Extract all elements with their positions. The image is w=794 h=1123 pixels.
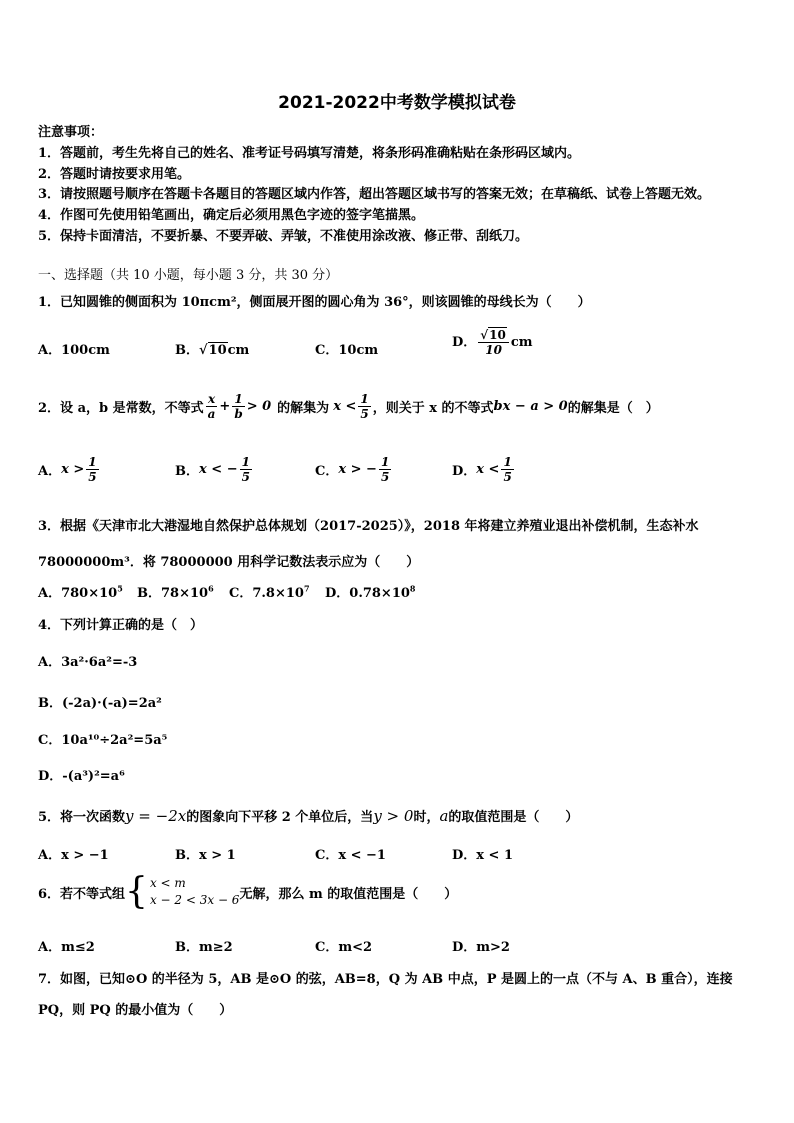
q6-option-c: C．m<2 <box>315 940 373 955</box>
fraction <box>379 455 391 484</box>
numerator: 1 <box>360 392 369 406</box>
denominator: 5 <box>241 470 250 484</box>
exponent: 5 <box>117 583 123 594</box>
unit: cm <box>227 343 250 358</box>
denominator: 5 <box>360 407 369 421</box>
q5-option-b: B．x > 1 <box>175 848 236 863</box>
option-label: D． <box>452 464 477 479</box>
q3-option-c <box>229 582 310 601</box>
question-5-stem <box>38 806 578 825</box>
relation: x > <box>61 462 85 477</box>
inequality: bx − a > 0 <box>493 399 568 414</box>
question-2-stem <box>38 392 659 421</box>
denominator: 10 <box>485 343 502 357</box>
q5-option-d: D．x < 1 <box>452 848 514 863</box>
notice-item: 2．答题时请按要求用笔。 <box>38 167 191 182</box>
stem-text: 6．若不等式组 <box>38 886 126 902</box>
q2-option-d <box>452 455 516 484</box>
brace-icon: { <box>125 871 148 912</box>
fraction-x-over-a <box>206 392 218 421</box>
relation: x < <box>476 462 500 477</box>
q1-option-a: A．100cm <box>38 343 110 358</box>
stem-text: 时， <box>413 810 440 825</box>
fraction <box>240 455 252 484</box>
numerator: x <box>207 392 216 406</box>
q6-option-b: B．m≥2 <box>175 940 233 955</box>
numerator: 1 <box>88 455 97 469</box>
notice-item: 1．答题前，考生先将自己的姓名、准考证号码填写清楚，将条形码准确粘贴在条形码区域内。 <box>38 146 581 161</box>
inequality-system <box>125 871 240 912</box>
notice-item: 4．作图可先使用铅笔画出，确定后必须用黑色字迹的签字笔描黑。 <box>38 208 425 223</box>
radicand: 10 <box>208 343 227 358</box>
option-label: B． <box>175 464 199 479</box>
numerator: 1 <box>380 455 390 469</box>
exponent: 8 <box>409 583 416 594</box>
option-text: D．0.78×10 <box>325 586 410 601</box>
stem-text: ，则关于 x 的不等式 <box>372 401 494 416</box>
question-6-stem <box>38 871 458 912</box>
numerator: 10 <box>489 328 506 342</box>
stem-text: 的取值范围是（ ） <box>448 810 579 825</box>
stem-text: 的图象向下平移 2 个单位后，当 <box>186 810 374 825</box>
option-text: B．78×10 <box>137 586 209 601</box>
question-4-stem: 4．下列计算正确的是（ ） <box>38 618 204 633</box>
q3-option-a <box>38 582 123 601</box>
relation: x > − <box>338 462 377 477</box>
fraction <box>501 455 513 484</box>
question-3-stem-line1: 3．根据《天津市北大港湿地自然保护总体规划（2017-2025）》，2018 年将建立养殖业退出补偿机制，生态补水 <box>38 519 699 534</box>
operator: + <box>219 399 231 414</box>
option-label: C． <box>315 464 339 479</box>
q6-option-a: A．m≤2 <box>38 940 95 955</box>
q1-option-b <box>175 339 249 358</box>
stem-text: 的解集为 <box>277 401 330 416</box>
fraction: $\frac{√10}{10}$ <box>478 328 509 357</box>
denominator: 5 <box>88 470 97 484</box>
variable: a <box>439 807 449 825</box>
function-expression: y = −2x <box>125 807 187 825</box>
system-row: x < m <box>149 876 186 890</box>
stem-text: 5．将一次函数 <box>38 810 126 825</box>
q1-option-c: C．10cm <box>315 343 379 358</box>
question-1-stem: 1．已知圆锥的侧面积为 10πcm²，侧面展开图的圆心角为 36°，则该圆锥的母线长为（ ） <box>38 295 591 310</box>
condition: y > 0 <box>373 807 414 825</box>
denominator: 5 <box>503 470 512 484</box>
section-heading: 一、选择题（共 10 小题，每小题 3 分，共 30 分） <box>38 268 339 283</box>
stem-text: 2．设 a，b 是常数，不等式 <box>38 401 204 416</box>
numerator: 1 <box>234 392 243 406</box>
fraction <box>86 455 98 484</box>
q4-option-c: C．10a¹⁰÷2a²=5a⁵ <box>38 733 168 748</box>
q4-option-d: D．-(a³)²=a⁶ <box>38 769 125 784</box>
question-7-stem-line2: PQ，则 PQ 的最小值为（ ） <box>38 1003 233 1018</box>
option-text: A．780×10 <box>38 586 118 601</box>
notice-heading: 注意事项： <box>38 125 104 140</box>
exponent: 6 <box>208 583 214 594</box>
page-title: 2021-2022中考数学模拟试卷 <box>278 93 516 113</box>
option-text: C．7.8×10 <box>229 586 304 601</box>
question-3-stem-line2: 78000000m³．将 78000000 用科学记数法表示应为（ ） <box>38 555 420 570</box>
q3-option-d <box>325 582 416 601</box>
stem-text: 的解集是（ ） <box>567 401 659 416</box>
q2-option-c <box>315 455 393 484</box>
notice-item: 3．请按照题号顺序在答题卡各题目的答题区域内作答，超出答题区域书写的答案无效；在草稿纸、试卷上答题无效。 <box>38 187 711 202</box>
denominator: 5 <box>380 470 390 484</box>
numerator: 1 <box>503 455 512 469</box>
fraction-1-over-5 <box>358 392 370 421</box>
q4-option-a: A．3a²·6a²=-3 <box>38 655 138 670</box>
q5-option-c: C．x < −1 <box>315 848 386 863</box>
q2-option-b <box>175 455 254 484</box>
notice-item: 5．保持卡面清洁，不要折暴、不要弄破、弄皱，不准使用涂改液、修正带、刮纸刀。 <box>38 229 529 244</box>
q6-option-d: D．m>2 <box>452 940 510 955</box>
relation: > 0 <box>246 399 272 414</box>
denominator: a <box>207 407 216 421</box>
option-label: A． <box>38 464 62 479</box>
q5-option-a: A．x > −1 <box>38 848 109 863</box>
q1-option-d <box>452 328 533 357</box>
q4-option-b: B．(-2a)·(-a)=2a² <box>38 696 162 711</box>
numerator: 1 <box>241 455 250 469</box>
option-label: D． <box>452 335 477 350</box>
sqrt-expression: √10 <box>199 343 227 358</box>
q2-option-a <box>38 455 101 484</box>
denominator: b <box>234 407 243 421</box>
stem-text: 无解，那么 m 的取值范围是（ ） <box>239 886 458 902</box>
fraction-1-over-b <box>232 392 244 421</box>
option-label: B． <box>175 343 199 358</box>
question-7-stem-line1: 7．如图，已知⊙O 的半径为 5，AB 是⊙O 的弦，AB=8，Q 为 AB 中点，P 是圆上的一点（不与 A、B 重合），连接 <box>38 972 733 987</box>
q3-option-b <box>137 582 214 601</box>
unit: cm <box>510 335 533 350</box>
relation: x < − <box>199 462 238 477</box>
exponent: 7 <box>303 583 310 594</box>
system-row: x − 2 < 3x − 6 <box>149 893 240 907</box>
relation: x < <box>333 399 357 414</box>
